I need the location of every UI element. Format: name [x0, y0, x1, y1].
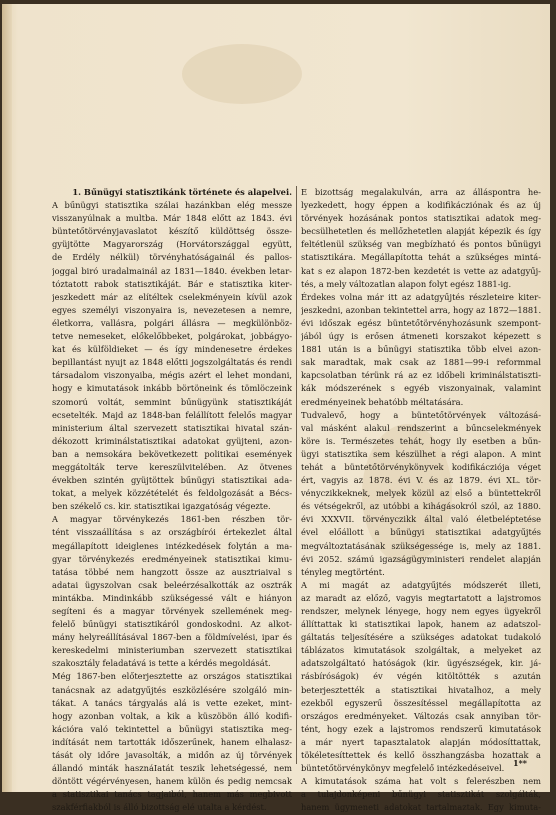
- text-line: gáltatás teljesítésére a szükséges adatokat tudakoló: [301, 632, 541, 643]
- text-line: sak maradtak, mak csak az 1881—99-i reformmal: [301, 357, 541, 368]
- text-line: táblázatos kimutatások szolgáltak, a melyeket az: [301, 645, 541, 656]
- text-line: vényczikkeknek, melyek közül az első a büntettekről: [301, 488, 541, 499]
- text-line: kat s ez alapon 1872-ben kezdetét is vette az adatgyűj-: [301, 265, 541, 276]
- text-line: állandó minták hasznáIatát teszik lehetségessé, nem: [52, 763, 292, 774]
- text-line: a tulajdonképeni bűnügyi statisztikát szolgálták,: [301, 789, 541, 800]
- text-line: E bizottság megalakulván, arra az álláspontra he-: [301, 187, 541, 197]
- text-line: eredményeinek behatóbb méltatására.: [301, 396, 464, 407]
- text-line: büntetőtörvénykönyv megfelelő intézkedéseivel.: [301, 763, 505, 774]
- text-line: tés, a mely változatlan alapon folyt egész 1881-ig.: [301, 278, 512, 289]
- text-line: ecsetelték. Majd az 1848-ban felállított felelős magyar: [52, 409, 292, 420]
- text-line: kációra való tekintettel a bűnügyi statisztika meg-: [52, 723, 292, 734]
- text-line: ért, vagyis az 1878. évi V. és az 1879. évi XL. tör-: [301, 475, 541, 486]
- text-line: évi 2052. számú igazságügyministeri rendelet alapján: [301, 553, 541, 564]
- text-line: tént, hogy ezek a lajstromos rendszerű kimutatások: [301, 723, 541, 734]
- text-line: büntetőtörvényjavaslatot készítő küldöttség össze-: [52, 226, 292, 237]
- text-line: tását oly időre javasolták, a midőn az új törvények: [52, 750, 292, 761]
- left-text-column: [52, 186, 292, 815]
- text-line: tént visszaállítása s az országbírói értekezlet által: [52, 527, 292, 538]
- page-fold-shadow: [2, 4, 12, 792]
- signature-mark: 1**: [513, 758, 527, 768]
- text-line: jeszkedett már az elítéltek cselekményein kívül azok: [52, 291, 292, 302]
- text-line: tóztatott rabok statisztikáját. Bár e statisztika kiter-: [52, 278, 292, 289]
- text-line: ministerium által szervezett statisztikai hivatal szán-: [52, 422, 292, 433]
- text-line: ügyi statisztika sem készülhet a régi alapon. A mint: [301, 448, 541, 459]
- text-line: életkorra, vallásra, polgári állásra — megkülönböz-: [52, 317, 292, 328]
- text-line: hogy e kimutatások inkább börtöneink és tömlöczeink: [52, 383, 292, 394]
- text-line: szomorú voltát, semmint bűnügyünk statisztikáját: [52, 396, 292, 407]
- text-line: Érdekes volna már itt az adatgyűjtés részleteire kiter-: [301, 291, 541, 302]
- text-line: ban a nemsokára bekövetkezett politikai események: [52, 448, 292, 459]
- text-line: A kimutatások száma hat volt s felerészben nem: [301, 776, 541, 787]
- text-line: évi időszak egész büntetőtörvényhozásunk szempont-: [301, 317, 541, 328]
- text-line: a statisztikai tanács tagjaiból, hanem más megbivott: [52, 789, 292, 800]
- text-line: rásbíróságok) év végén kitöltötték s azután: [301, 671, 541, 682]
- text-line: 1881 után is a bűnügyi statisztika több elvei azon-: [301, 344, 541, 355]
- text-line: évi XXXVII. törvényczikk által való életbeléptetése: [301, 514, 541, 525]
- text-line: indítását nem tartották időszerűnek, hanem elhalasz-: [52, 736, 292, 747]
- text-line: adatszolgáltató hatóságok (kir. ügyészségek, kir. já-: [301, 658, 541, 669]
- text-line: meggátolták terve kereszülvitelében. Az ötvenes: [52, 461, 292, 472]
- text-line: döntött végérvényesen, hanem külön és pedig nemcsak: [52, 776, 292, 787]
- text-line: Tudvalevő, hogy a büntetőtörvények változásá-: [301, 409, 541, 420]
- text-line: mány helyreállításával 1867-ben a földmívelési, ipar és: [52, 632, 292, 643]
- text-line: rendszer, melynek lényege, hogy nem egyes ügyekről: [301, 606, 541, 616]
- text-line: tényleg megtörtént.: [301, 566, 385, 577]
- text-line: szakférfiakból is álló bizottság elé utalta a kérdést.: [52, 802, 267, 813]
- text-line: tokat, a melyek közzétételét és feldolgozását a Bécs-: [52, 488, 292, 499]
- text-line: lyezkedett, hogy éppen a kodifikácziónak és az új: [301, 200, 541, 211]
- text-line: egyes személyi viszonyaira is, nevezetesen a nemre,: [52, 304, 292, 315]
- text-line: jából úgy is erősen átmeneti korszakot képezett s: [301, 331, 541, 342]
- text-line: adatai ügyszolvan csak beleérzésalkották az osztrák: [52, 579, 292, 590]
- text-line: törvények hozásának pontos statisztikai adatok meg-: [301, 213, 541, 224]
- text-line: és vétségekről, az utóbbi a kihágásokról szól, az 1880.: [301, 501, 541, 512]
- text-line: az maradt az előző, vagyis megtartatott a lajstromos: [301, 592, 541, 603]
- section-heading: 1. Bűnügyi statisztikánk története és alapelvei.: [72, 187, 292, 197]
- text-line: feltétlenül szükség van megbízható és pontos bűnügyi: [301, 239, 541, 250]
- text-line: megállapított ideiglenes intézkedések folytán a ma-: [52, 540, 292, 551]
- text-line: köre is. Természetes tehát, hogy ily esetben a bűn-: [301, 435, 541, 446]
- text-line: statisztikára. Megállapította tehát a szükséges mintá-: [301, 252, 541, 263]
- text-line: kereskedelmi ministeriumban szervezett statisztikai: [52, 645, 292, 656]
- text-line: visszanyúlnak a multba. Már 1848 előtt az 1843. évi: [52, 213, 292, 224]
- text-line: kák módszerének s egyéb viszonyainak, valamint: [301, 383, 541, 394]
- text-line: beterjesztették a statisztikai hivatalhoz, a mely: [301, 684, 541, 695]
- text-line: években szintén gyüjtöttek bűnügyi statisztikai ada-: [52, 475, 292, 486]
- column-divider: [296, 186, 297, 764]
- text-line: mintákba. Mindinkább szükségessé vált e hiányon: [52, 592, 292, 603]
- text-line: tehát a büntetőtörvénykönyvek kodifikácziója véget: [301, 461, 541, 472]
- text-line: országos eredményeket. Változás csak annyiban tör-: [301, 710, 541, 721]
- text-line: de Erdély nélkül) törvényhatóságainál és pallos-: [52, 252, 292, 263]
- text-line: kapcsolatban térünk rá az ez időbeli kriminálstatiszti-: [301, 370, 541, 381]
- text-line: tatása többé nem hangzott össze az ausztriaival s: [52, 566, 292, 577]
- text-line: gyüjtötte Magyarország (Horvátországgal együtt,: [52, 239, 292, 250]
- text-line: A bűnügyi statisztika szálai hazánkban elég messze: [52, 200, 292, 211]
- text-line: Még 1867-ben előterjesztette az országos statisztikai: [52, 671, 292, 682]
- text-line: segíteni és a magyar törvények szellemének meg-: [52, 606, 292, 616]
- text-line: megváltoztatásának szükségessége is, mely az 1881.: [301, 540, 541, 551]
- text-line: felelő bűnügyi statisztikáról gondoskodni. Az alkot-: [52, 619, 292, 630]
- text-line: tökéletesíttettek és kellő összhangzásba hozattak a: [301, 750, 541, 761]
- text-line: tákat. A tanács tárgyalás alá is vette ezeket, mint-: [52, 697, 292, 708]
- text-line: joggal biró uradalmainál az 1831—1840. években letar-: [52, 265, 292, 276]
- text-line: A mi magát az adatgyűjtés módszerét illeti,: [301, 579, 541, 590]
- text-line: társadalom viszonyaiba, mégis azért el lehet mondani,: [52, 370, 292, 381]
- text-line: ével előállott a bűnügyi statisztikai adatgyűjtés: [301, 527, 541, 538]
- text-line: jeszkedni, azonban tekintettel arra, hogy az 1872—1881.: [301, 304, 541, 315]
- text-line: hogy azonban voltak, a kik a küszöbön álló kodifi-: [52, 710, 292, 721]
- text-line: a már nyert tapasztalatok alapján módosíttattak,: [301, 736, 541, 747]
- text-line: gyar törvénykezés eredményeinek statisztikai kimu-: [52, 553, 292, 564]
- text-line: A magyar törvénykezés 1861-ben részben tör-: [52, 514, 292, 525]
- text-line: val másként alakul rendszerint a bűncselekmények: [301, 422, 541, 433]
- text-line: állíttattak ki statisztikai lapok, hanem az adatszol-: [301, 619, 541, 630]
- text-line: ezekből egyszerű összesítéssel megállapította az: [301, 697, 541, 708]
- text-line: hanem ügymeneti adatokat tartalmaztak. Egy kimuta-: [301, 802, 541, 813]
- text-line: tetve nemeseket, előkelőbbeket, polgárokat, jobbágyo-: [52, 331, 292, 342]
- right-text-column: [301, 186, 541, 815]
- text-line: becsülhetetlen és mellőzhetetlen alapját képezik és így: [301, 226, 541, 237]
- text-line: bepillantást nyujt az 1848 előtti jogszolgáltatás és rendi: [52, 357, 292, 368]
- text-line: szakosztály feladatává is tette a kérdés megoldását.: [52, 658, 271, 669]
- text-line: tanácsnak az adatgyűjtés eszközlésére szolgáló min-: [52, 684, 292, 695]
- paper-stain: [182, 44, 302, 104]
- text-line: kat és külföldieket — és így mindenesetre érdekes: [52, 344, 292, 355]
- text-line: ben székelő cs. kir. statisztikai igazgatóság végezte.: [52, 501, 271, 512]
- text-line: dékozott kriminálstatisztikai adatokat gyüjteni, azon-: [52, 435, 292, 446]
